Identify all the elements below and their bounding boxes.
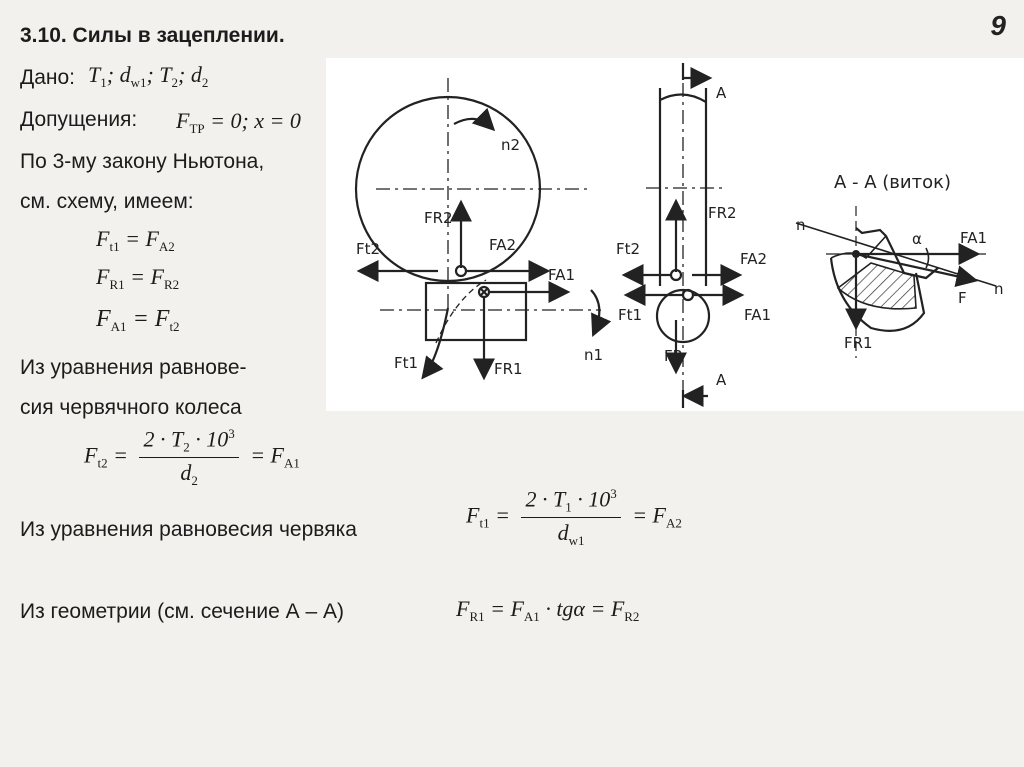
label-fr1-section: FR1 — [844, 334, 873, 352]
section-title: A - A (виток) — [834, 172, 952, 193]
label-ft2-side: Ft2 — [616, 240, 641, 258]
label-n2: n2 — [501, 136, 521, 154]
label-n-left: n — [796, 216, 806, 234]
equality-2: $F_{R1} = F_{R2}$ — [96, 264, 180, 292]
label-fa2: FA2 — [489, 236, 517, 254]
label-fa1-side: FA1 — [744, 306, 772, 324]
wheel-eq-line-1: Из уравнения равнове- — [20, 356, 247, 379]
label-ft2: Ft2 — [356, 240, 381, 258]
formula-geometry: $F_{R1} = F_{A1} \cdot tg\alpha = F_{R2}$ — [456, 596, 640, 624]
given-formula: $T_1$; $d_{w1}$; $T_2$; $d_2$ — [88, 62, 209, 90]
label-section-a-bottom: A — [716, 371, 727, 389]
assumptions-formula: $F_{ТР} = 0$; x = 0 — [176, 108, 301, 136]
equality-1: $F_{t1} = F_{A2}$ — [96, 226, 175, 254]
label-fa2-side: FA2 — [740, 250, 768, 268]
label-alpha: α — [912, 230, 922, 248]
label-fr2: FR2 — [424, 209, 453, 227]
gear-force-diagram — [326, 58, 1024, 411]
slide-title: 3.10. Силы в зацеплении. — [20, 24, 285, 47]
label-n1: n1 — [584, 346, 604, 364]
equality-3: $F_{A1} = F_{t2}$ — [96, 306, 180, 334]
formula-wheel: $F_{t2}$ = $\frac{2 \cdot T_2 \cdot 10^3}{d_2}$ = $F_{A1}$ — [84, 426, 300, 489]
label-fr1: FR1 — [494, 360, 523, 378]
label-fa1: FA1 — [548, 266, 576, 284]
label-ft1-side: Ft1 — [618, 306, 643, 324]
newton-line-1: По 3-му закону Ньютона, — [20, 150, 265, 173]
label-fr2-side: FR2 — [708, 204, 737, 222]
wheel-eq-line-2: сия червячного колеса — [20, 396, 242, 419]
worm-eq-label: Из уравнения равновесия червяка — [20, 518, 357, 541]
assumptions-label: Допущения: — [20, 108, 138, 131]
formula-worm: $F_{t1}$ = $\frac{2 \cdot T_1 \cdot 10^3}{d_{w1}}$ = $F_{A2}$ — [466, 486, 682, 549]
geometry-label: Из геометрии (см. сечение А – А) — [20, 600, 345, 623]
label-section-a-top: A — [716, 84, 727, 102]
slide-number: 9 — [990, 10, 1006, 41]
label-ft1: Ft1 — [394, 354, 419, 372]
label-fa1-section: FA1 — [960, 229, 988, 247]
newton-line-2: см. схему, имеем: — [20, 190, 194, 213]
label-fr-side: FR — [664, 347, 684, 365]
label-f-section: F — [958, 289, 967, 307]
given-label: Дано: — [20, 66, 76, 89]
label-n-right: n — [994, 280, 1004, 298]
